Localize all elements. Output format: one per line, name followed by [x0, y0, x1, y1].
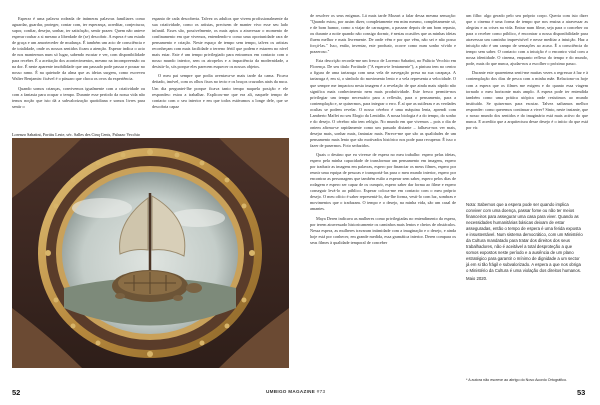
paragraph: Esta descrição recorda-me um fresco de Lorenzo Sabatini, no Palácio Vecchio em Florença. De seu título Fortitude ("A espera-te lentamente"), a pintura tem no centro a figura de uma tartaruga com uma vela de navegação presa na sua carapaça. A tartaruga é, em si, o símbolo do movimento lento e a vela representa a velocidade. O que sempre me impactou nesta imagem é a revelação de que ainda mais rápido não significa mais conhecimento nem mais produtividade. Este fresco permite-nos privilegiar um tempo necessário para a reflexão, para o pensamento, para a contemplação e, se quisermos, para integrar o erro. É aí que as sutilezas e as verdades ocultas se podem revelar. O nosso cérebro é uma máquina lenta, aprendi com Lamberto Maffei no seu Elogio da Lentidão. A nossa biologia é a do tempo, do sonho e do desejo. O cérebro não tem relógio. No mundo em que vivemos – pois o dia de ontem afirma-se rapidamente como um passado distante – falhava-nos ver mais, desejar mais, sonhar mais, fantasiar mais. Parece-me que são as qualidades de um pensamento mais lento que são motivados histórico nos pode para recuperar. É isso o fazer de pusermos. Foto seduzidos. [310, 58, 456, 148]
left-page-column-1 [12, 16, 145, 128]
note-text: Nota: Sabemos que a espera pode ser quando implica conviver com uma doença, passar fome ou não ter meios financeiros para assegurar uma casa para viver. Quando as necessidades humanitárias básicas deixam de estar asseguradas, então o tempo de espera é uma ferida exposta e insustentável. Num sistema democrático, com um Ministério da Cultura mandatado para tratar dos direitos dos seus trabalhadores, não é aceitável a total desproteção a que somos expostos neste período e a ausência de um plano estratégico para garantir o mínimo de dignidade a um sector já em si tão frágil e subvalorizado. A espera a que nos obriga o Ministério da Cultura é uma violação dos direitos humanos. [466, 202, 583, 273]
right-page-column-1 [310, 13, 456, 385]
right-page-column-2 [466, 13, 588, 195]
paragraph: espanto de cada descoberta. Talvez os adultos que vivem profissionalmente da sua criatividade, como os artistas, precisem de manter vivo esse seu lado infantil. Esses são, possivelmente, os mais aptos a atravessar o momento de confinamento em que vivemos, entendendo-o como uma oportunidade rara de pensamento e criação. Neste espaço de tempo sem tempo, talvez os artistas reconheçam com mais facilidade o terreno fértil que podem e estarem no nível mais estar. Este é um tempo privilegiado para entrarmos em contacto com o nosso mundo interior, sem os atropelos e a impaciência da modernidade, a desistir-lo, sós porque eles parecem esquecer os nossos objetos. [152, 16, 288, 70]
footnote: * A autora não escreve ao abrigo do Novo Acordo Ortográfico. [466, 378, 568, 382]
left-page-column-2 [152, 16, 288, 128]
paragraph: Maya Deren indicava as mulheres como privilegiadas no entendimento da espera, por terem atravessado historicamente os caminhos mais lentos e cheios de obstáculos. Nessa espera, as mulheres travaram intimidade com a imaginação e o desejo, e ainda hoje está por conhecer, em grande medida, essa gramática interior. Deren compara os seus filmes à qualidade temporal de conceber [310, 215, 456, 245]
tortoise-with-sail-fresco-icon [12, 138, 289, 368]
paragraph: O meu pai sempre que podia aventava-se mais tarde da cama. Ficava deitado, imóvel, com os olhos fixos no tecto e os braços cruzados atrás da nuca. Um dia perguntei-lhe porque ficava tanto tempo naquela posição e ele respondeu: estou a trabalhar. Explicou-me que era ali, naquele tempo de contacto com o seu interior e em que todos estávamos a longe dele, que se descobria capaz [152, 73, 288, 109]
page-number: 53 [577, 388, 586, 397]
paragraph: um filho: algo gerado pelo seu próprio corpo. Queria com isto dizer que o cinema é uma forma de tempo que nos ensina a atravessar as alegrias e as crises na vida. Entrar num filme, seja para o conceber ou para o receber como público, é encontrar a nossa disponibilidade para atravessar um caminho imprevisível e nesse meditar a intuição. Haz a intuição não é um campo de sensações ao acaso. É a consciência do tempo sem saber. O contacto com a intuição é o encontro vital com a nossa identidade. O cinema, enquanto reflexo do tempo e do mundo, pode, mais do que nunca, ajudar-nos a escolher o próximo passo. [466, 13, 588, 67]
paragraph: de resolver os seus enigmas. Lá mais tarde Mozart a falar dessa mesma sensação: "Quando estou, por assim dizer, completamente em mim mesmo, completamente só, e de bom humor, como a viajar de carruagem, a passear depois de um bom repasto, ou durante a noite quando não consigo dormir, é nestas ocasiões que as minhas ideias fluem melhor e mais livremente. De onde vêm e por que vêm, não sei e não posso forçá-las." Isso, então, inventar, este produzir, ocorre como num sonho vívido e prazeroso." [310, 13, 456, 55]
magazine-issue: #73 [316, 389, 326, 394]
image-caption: Lorenzo Sabatini, Fortitu Leste, séc. Salles des Cinq Cents, Palazzo Vecchio [12, 132, 140, 137]
note-paragraph [466, 202, 584, 274]
page-number: 52 [12, 388, 21, 397]
paragraph: Quais o destino que eu vivesse de espera no meu trabalho: espero pelas ideias, espero pela minha capacidade de transformar um pensamento em imagens, espero por traduzir as imagens em palavras, espero por financiar os meus filmes, espero por reunir uma equipa de pessoas e transportá-las para o meu mundo interior, espero por encontrar as personagens que também estão a esperar sem saber, espero pelos dias de rodagem e espero ser capaz de os cumprir, espero saber dar forma ao filme e espero conseguir levá-lo ao público. Esperar coloca-me em contacto com o meu próprio desejo. O meu ofício é saber representá-lo, dar-lhe forma, vesti-lo com luz, sombras e movimentos que o traduzam. O tempo e o desejo, na minha vida, são um casal de amantes. [310, 152, 456, 212]
magazine-footer [266, 389, 325, 394]
date-line: Maio 2020. [466, 276, 488, 281]
fresco-image [12, 138, 289, 368]
paragraph: Quando somos crianças, convivemos igualmente com a criatividade ou com a fantasia para ocupar o tempo. Durante esse período da nossa vida não temos noção que isto dá a subvalorização quotidiana e somos livres para sentir o [12, 85, 145, 109]
paragraph: Durante este quarentena senti-me muitas vezes a regressar à luz e à contemplação dos dias de pesca com a minha mãe. Relaciono-os hoje com a espera que os filmes me exigem e do quanto essa viagem tornado o meu horizonte mais amplo. A espera pode ter entendida também como uma prática utópica onde resistimos ao mundo instituído. Se quisermos para escutar. Talvez saibamos melhor responder: como queremos continuar a viver? Sinto, neste instante, que o nosso mundo dos sentidos e do imaginário está mais activo do que nunca. E acredito que a arquitectura desse desejo é o início do que está por vir. [466, 70, 588, 130]
paragraph: Esperar é uma palavra rodeada de inúmeras palavras familiares como aguardar, guardar, proteger, contar com, ter esperança, acreditar, conjecturar, supor, confiar, desejar, sonhar, ter satisfação, sentir prazer. Quem não anteve esperar roubar a si mesmo a liberdade de (se) descobrir. A espera é um estado de graça e um amorteceder de mudança. É também um acto de consciência e de totalidade, onde os nossos sentidos ficam a atenção. Esperar indica o acto de nos mantermos num só lugar, sabendo escutar e ver, com disponibilidade para receber. É a aceitação dos acontecimentos, mesmo na incompreensão ou na dor. É neste aparente imobilidade que um passado pode passar e pousar no nosso ramo. É na quietude da alma que as ideias surgem, como escreveu Walter Benjamin: ficável é o pássaro que choca os ovos da experiência. [12, 16, 145, 82]
magazine-name: UMBIGO MAGAZINE [266, 389, 316, 394]
